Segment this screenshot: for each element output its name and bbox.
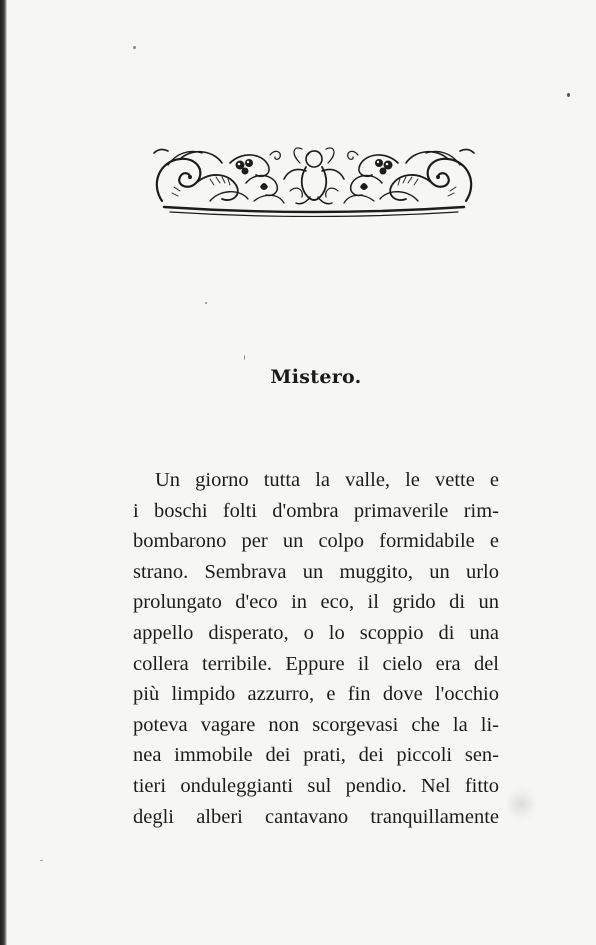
body-text xyxy=(133,465,499,832)
text-line: più limpido azzurro, e fin dove l'occhio xyxy=(133,683,499,706)
text-line: i boschi folti d'ombra primaverile rim- xyxy=(133,499,499,522)
chapter-title: Mistero. xyxy=(270,366,362,388)
binding-edge xyxy=(0,0,7,945)
text-line: tieri onduleggianti sul pendio. Nel fitto xyxy=(133,774,499,797)
paper-speck xyxy=(567,93,570,97)
text-line: degli alberi cantavano tranquillamente xyxy=(133,805,499,828)
text-line: collera terribile. Eppure il cielo era del xyxy=(133,652,499,675)
paper-smudge xyxy=(506,786,536,822)
text-line: prolungato d'eco in eco, il grido di un xyxy=(133,591,499,614)
paper-speck xyxy=(133,46,136,49)
text-line: appello disperato, o lo scoppio di una xyxy=(133,621,499,644)
ornamental-headpiece xyxy=(150,143,478,217)
text-line: bombarono per un colpo formidabile e xyxy=(133,530,499,553)
paper-speck xyxy=(205,302,207,304)
paper-speck xyxy=(40,860,43,861)
text-line: Un giorno tutta la valle, le vette e xyxy=(155,469,499,491)
text-line: strano. Sembrava un muggito, un urlo xyxy=(133,560,499,583)
text-line: poteva vagare non scorgevasi che la li- xyxy=(133,713,499,736)
paper-speck xyxy=(244,355,245,360)
text-line: nea immobile dei prati, dei piccoli sen- xyxy=(133,744,499,767)
